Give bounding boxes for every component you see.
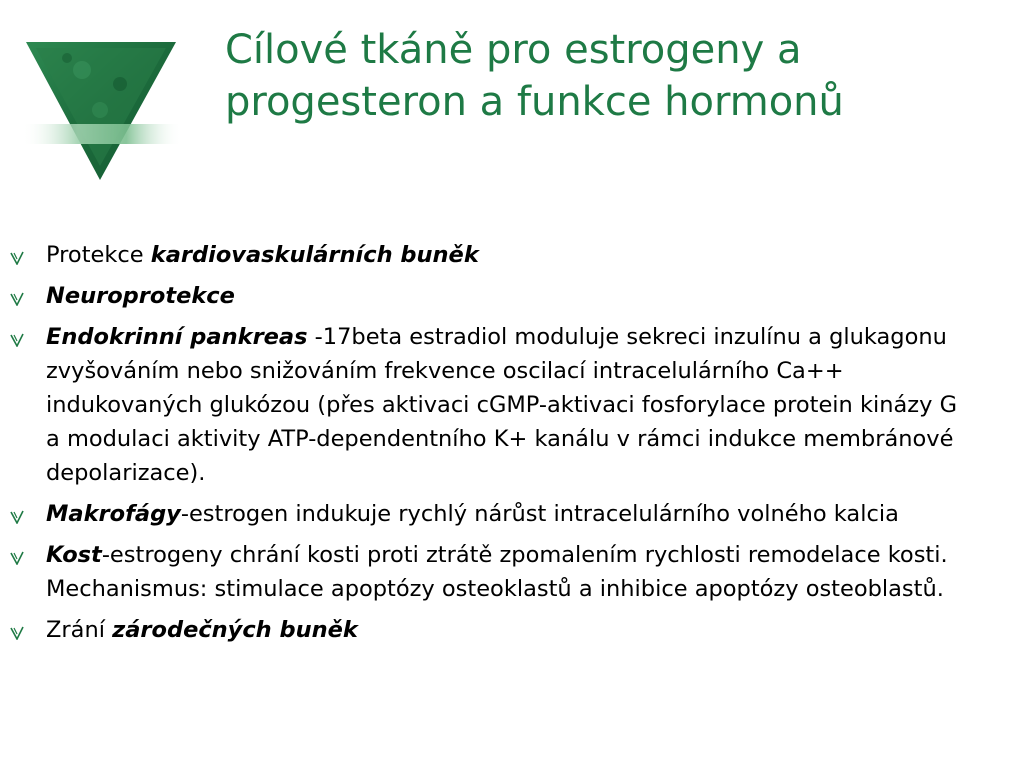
bullet-emphasis: kardiovaskulárních buněk (150, 242, 479, 268)
bullet-list (10, 238, 965, 654)
bullet-lead: Zrání (46, 617, 113, 643)
checkmark-bullet-icon (10, 626, 24, 640)
list-item (10, 613, 965, 647)
bullet-emphasis: Kost (46, 542, 102, 568)
list-item (10, 238, 965, 272)
bullet-text: -estrogen indukuje rychlý nárůst intracelulárního volného kalcia (180, 501, 899, 527)
checkmark-bullet-icon (10, 251, 24, 265)
bullet-emphasis: Neuroprotekce (46, 283, 235, 309)
checkmark-bullet-icon (10, 551, 24, 565)
checkmark-bullet-icon (10, 292, 24, 306)
page-title (225, 24, 1005, 128)
list-item (10, 279, 965, 313)
title-line-2: progesteron a funkce hormonů (225, 79, 844, 125)
bullet-emphasis: zárodečných buněk (112, 617, 358, 643)
list-item (10, 538, 965, 606)
bullet-emphasis: Endokrinní pankreas (46, 324, 308, 350)
bullet-lead: Protekce (46, 242, 151, 268)
checkmark-bullet-icon (10, 510, 24, 524)
checkmark-bullet-icon (10, 333, 24, 347)
green-triangle-logo-icon (22, 40, 182, 182)
bullet-emphasis: Makrofágy (46, 501, 181, 527)
bullet-text: -17beta estradiol moduluje sekreci inzulínu a glukagonu zvyšováním nebo snižováním frekvence oscilací intracelulárního Ca++ indukovaných glukózou (přes aktivaci cGMP-aktivaci fosforylace protein kinázy G a modulaci aktivity ATP-dependentního K+ kanálu v rámci indukce membránové depolarizace). (46, 324, 958, 486)
list-item (10, 320, 965, 490)
bullet-text: -estrogeny chrání kosti proti ztrátě zpomalením rychlosti remodelace kosti. Mechanismus: stimulace apoptózy osteoklastů a inhibice apoptózy osteoblastů. (46, 542, 948, 602)
list-item (10, 497, 965, 531)
title-line-1: Cílové tkáně pro estrogeny a (225, 27, 802, 73)
